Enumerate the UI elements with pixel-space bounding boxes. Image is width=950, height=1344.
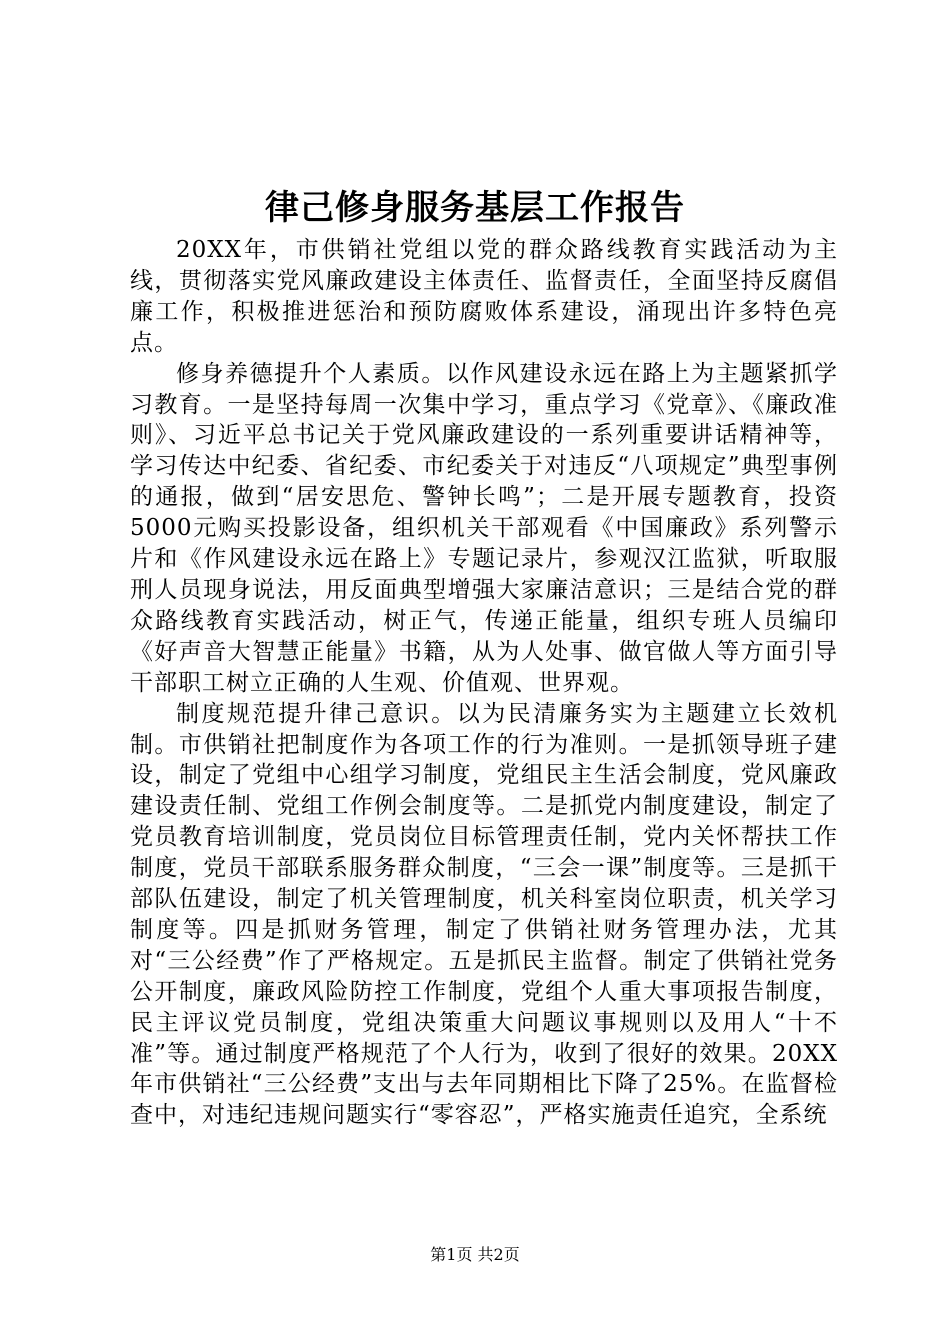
- document-title: 律己修身服务基层工作报告: [265, 188, 685, 228]
- paragraph-institutional-norms: 制度规范提升律己意识。以为民清廉务实为主题建立长效机制。市供销社把制度作为各项工作的行为准则。一是抓领导班子建设，制定了党组中心组学习制度，党组民主生活会制度，党风廉政建设责任制、党组工作例会制度等。二是抓党内制度建设，制定了党员教育培训制度，党员岗位目标管理责任制，党内关怀帮扶工作制度，党员干部联系服务群众制度，“三会一课”制度等。三是抓干部队伍建设，制定了机关管理制度，机关科室岗位职责，机关学习制度等。四是抓财务管理，制定了供销社财务管理办法，尤其对“三公经费”作了严格规定。五是抓民主监督。制定了供销社党务公开制度，廉政风险防控工作制度，党组个人重大事项报告制度，民主评议党员制度，党组决策重大问题议事规则以及用人“十不准”等。通过制度严格规范了个人行为，收到了很好的效果。20XX年市供销社“三公经费”支出与去年同期相比下降了25%。在监督检查中，对违纪违规问题实行“零容忍”，严格实施责任追究，全系统: [130, 700, 838, 1129]
- paragraph-self-cultivation: 修身养德提升个人素质。以作风建设永远在路上为主题紧抓学习教育。一是坚持每周一次集中学习，重点学习《党章》、《廉政准则》、习近平总书记关于党风廉政建设的一系列重要讲话精神等，学习传达中纪委、省纪委、市纪委关于对违反“八项规定”典型事例的通报，做到“居安思危、警钟长鸣”；二是开展专题教育，投资5000元购买投影设备，组织机关干部观看《中国廉政》系列警示片和《作风建设永远在路上》专题记录片，参观汉江监狱，听取服刑人员现身说法，用反面典型增强大家廉洁意识；三是结合党的群众路线教育实践活动，树正气，传递正能量，组织专班人员编印《好声音大智慧正能量》书籍，从为人处事、做官做人等方面引导干部职工树立正确的人生观、价值观、世界观。: [130, 360, 838, 696]
- page-number-footer: 第1页 共2页: [430, 1245, 520, 1264]
- document-body: [130, 235, 838, 1131]
- paragraph-intro: 20XX年，市供销社党组以党的群众路线教育实践活动为主线，贯彻落实党风廉政建设主体责任、监督责任，全面坚持反腐倡廉工作，积极推进惩治和预防腐败体系建设，涌现出许多特色亮点。: [130, 237, 838, 356]
